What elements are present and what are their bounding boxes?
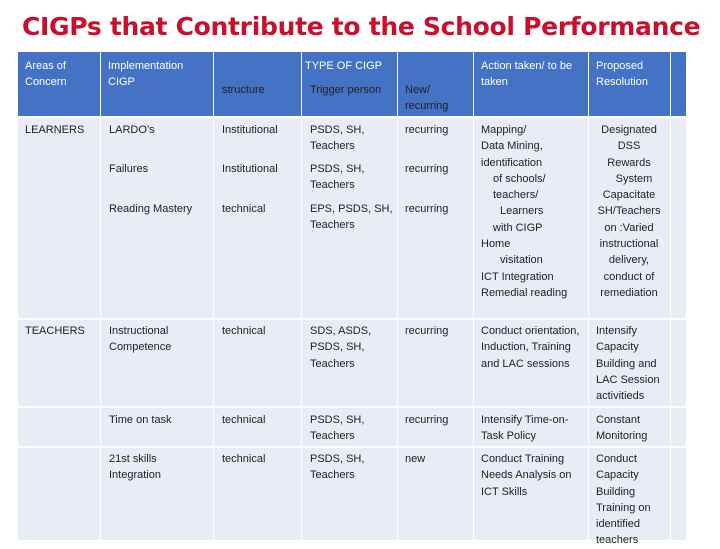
header-areas: Areas of Concern	[25, 60, 67, 89]
proposed-line: Capacitate	[602, 189, 656, 202]
header-new-recurring: New/ recurring	[405, 84, 449, 113]
header-implementation: Implementation CIGP	[108, 60, 184, 89]
recurring-time-on-task: recurring	[405, 414, 449, 426]
proposed-line: Designated	[601, 124, 657, 136]
row-divider	[18, 406, 686, 408]
structure-failures: Institutional	[222, 163, 278, 175]
column-divider	[213, 52, 214, 540]
trigger-time-on-task: PSDS, SH, Teachers	[310, 414, 365, 443]
proposed-line: delivery,	[608, 254, 650, 267]
header-proposed: Proposed Resolution	[596, 60, 648, 89]
proposed-line: Rewards	[607, 156, 651, 169]
row-divider	[18, 116, 686, 118]
action-line: visitation	[500, 254, 543, 267]
area-learners: LEARNERS	[25, 124, 85, 136]
trigger-lardos: PSDS, SH, Teachers	[310, 124, 365, 153]
cigp-lardos: LARDO’s	[109, 124, 155, 136]
proposed-line: remediation	[600, 286, 658, 299]
column-divider	[473, 52, 474, 540]
trigger-21st-skills: PSDS, SH, Teachers	[310, 453, 365, 482]
structure-lardos: Institutional	[222, 124, 278, 136]
proposed-line: instructional	[599, 238, 659, 251]
cigp-instructional-competence: Instructional Competence	[109, 325, 172, 354]
row-divider	[18, 446, 686, 448]
action-line: Learners	[500, 205, 544, 218]
column-divider	[100, 52, 101, 540]
row-divider	[18, 318, 686, 320]
action-line: Mapping/	[481, 124, 527, 136]
proposed-21st-skills: Conduct Capacity Building Training on identified teachers	[596, 453, 651, 547]
action-line: ICT Integration	[481, 270, 554, 283]
action-line: Remedial reading	[481, 286, 568, 299]
proposed-line: conduct of	[603, 270, 655, 283]
header-trigger-person: Trigger person	[310, 84, 382, 96]
learners-action	[481, 122, 585, 301]
proposed-line: on :Varied	[604, 221, 654, 234]
proposed-line: SH/Teachers	[597, 205, 661, 218]
header-structure: structure	[222, 84, 265, 96]
learners-proposed	[589, 122, 669, 301]
structure-21st-skills: technical	[222, 453, 266, 465]
action-instructional-competence: Conduct orientation, Induction, Training and LAC sessions	[481, 325, 580, 370]
proposed-time-on-task: Constant Monitoring	[596, 414, 648, 443]
recurring-reading-mastery: recurring	[405, 203, 449, 215]
action-line: teachers/	[493, 189, 539, 202]
proposed-line: System	[615, 172, 653, 185]
structure-instructional-competence: technical	[222, 325, 266, 337]
column-divider	[301, 52, 302, 540]
header-action: Action taken/ to be taken	[481, 60, 573, 89]
recurring-instructional-competence: recurring	[405, 325, 449, 337]
action-time-on-task: Intensify Time-on-Task Policy	[481, 414, 569, 443]
recurring-lardos: recurring	[405, 124, 449, 136]
cigp-reading-mastery: Reading Mastery	[109, 203, 193, 215]
area-teachers: TEACHERS	[25, 325, 85, 337]
cigp-21st-skills: 21st skills Integration	[109, 453, 161, 482]
proposed-line: DSS	[617, 140, 641, 153]
page-title: CIGPs that Contribute to the School Performance	[22, 12, 701, 41]
header-type-of-cigp: TYPE OF CIGP	[304, 60, 382, 72]
action-line: of schools/	[493, 172, 546, 185]
trigger-reading-mastery: EPS, PSDS, SH, Teachers	[310, 203, 393, 232]
action-line: Data Mining,	[481, 140, 543, 153]
cigp-table	[18, 52, 686, 547]
action-21st-skills: Conduct Training Needs Analysis on ICT Skills	[481, 453, 572, 498]
column-divider	[670, 52, 671, 540]
proposed-instructional-competence: Intensify Capacity Building and LAC Session activitieds	[596, 325, 660, 403]
cigp-failures: Failures	[109, 163, 149, 175]
structure-time-on-task: technical	[222, 414, 266, 426]
trigger-instructional-competence: SDS, ASDS, PSDS, SH, Teachers	[310, 325, 372, 370]
recurring-failures: recurring	[405, 163, 449, 175]
cigp-time-on-task: Time on task	[109, 414, 172, 426]
column-divider	[397, 52, 398, 540]
action-line: with CIGP	[493, 221, 543, 234]
structure-reading-mastery: technical	[222, 203, 266, 215]
trigger-failures: PSDS, SH, Teachers	[310, 163, 365, 192]
action-line: identification	[481, 156, 543, 169]
action-line: Home	[481, 238, 511, 251]
recurring-21st-skills: new	[405, 453, 426, 465]
